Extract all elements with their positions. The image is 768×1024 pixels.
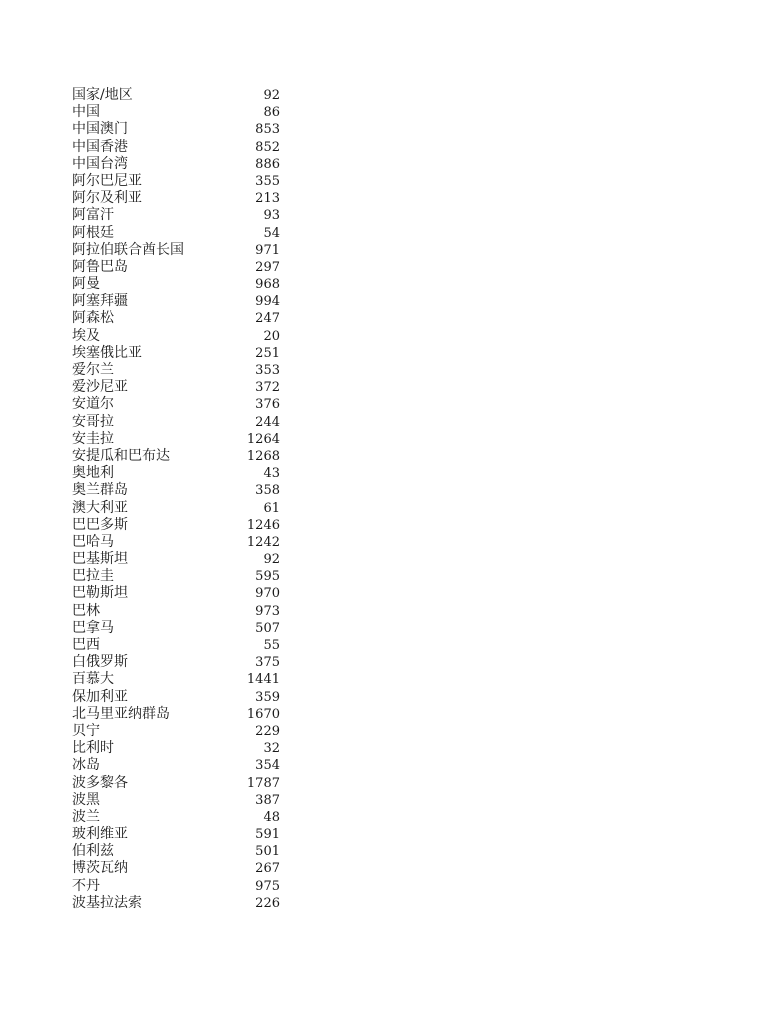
country-name: 巴巴多斯 [72, 516, 128, 533]
dial-code: 886 [255, 156, 280, 172]
dial-code: 355 [255, 173, 280, 189]
dial-code: 86 [263, 105, 280, 121]
table-row [72, 414, 282, 431]
dial-code: 1264 [246, 431, 280, 447]
dial-code: 43 [263, 466, 280, 482]
dial-code: 93 [263, 208, 280, 224]
dial-code: 591 [255, 827, 280, 843]
dial-code: 1787 [246, 775, 280, 791]
table-row [72, 465, 282, 482]
dial-code: 1242 [246, 534, 280, 550]
dial-code: 970 [255, 586, 280, 602]
table-row [72, 431, 282, 448]
table-row [72, 568, 282, 585]
dial-code: 297 [255, 259, 280, 275]
header-country: 国家/地区 [72, 87, 133, 103]
table-row [72, 259, 282, 276]
country-name: 阿曼 [72, 276, 100, 293]
country-name: 巴哈马 [72, 533, 114, 550]
dial-code: 975 [255, 878, 280, 894]
table-body [72, 104, 282, 912]
table-row [72, 139, 282, 156]
country-name: 波黑 [72, 791, 100, 808]
table-row [72, 809, 282, 826]
table-row [72, 293, 282, 310]
table-row [72, 878, 282, 895]
dial-code: 353 [255, 363, 280, 378]
table-row [72, 637, 282, 654]
country-name: 博茨瓦纳 [72, 860, 128, 877]
table-row [72, 328, 282, 345]
table-row [72, 156, 282, 173]
country-name: 安提瓜和巴布达 [72, 447, 170, 464]
dial-code: 61 [263, 500, 280, 516]
dial-code: 359 [255, 689, 280, 705]
country-name: 安圭拉 [72, 430, 114, 447]
country-name: 阿塞拜疆 [72, 293, 128, 310]
dial-code: 387 [255, 792, 280, 808]
table-row [72, 585, 282, 602]
dial-code: 971 [255, 242, 280, 258]
table-row [72, 671, 282, 688]
dial-code: 251 [255, 345, 280, 361]
dial-code: 358 [255, 483, 280, 499]
country-name: 安哥拉 [72, 413, 114, 430]
country-name: 百慕大 [72, 671, 114, 688]
table-row [72, 242, 282, 259]
table-row [72, 448, 282, 465]
table-row [72, 276, 282, 293]
table-header-row [72, 87, 282, 104]
dial-code: 852 [255, 139, 280, 155]
country-name: 中国 [72, 104, 100, 121]
table-row [72, 379, 282, 396]
country-name: 冰岛 [72, 757, 100, 774]
dial-code: 1268 [246, 448, 280, 464]
country-code-table [72, 87, 282, 912]
country-name: 阿尔及利亚 [72, 190, 142, 207]
country-name: 中国台湾 [72, 155, 128, 172]
dial-code: 1246 [246, 517, 280, 533]
country-name: 比利时 [72, 740, 114, 757]
table-row [72, 190, 282, 207]
table-row [72, 345, 282, 362]
country-name: 伯利兹 [72, 843, 114, 860]
table-row [72, 860, 282, 877]
table-row [72, 500, 282, 517]
dial-code: 501 [255, 844, 280, 860]
dial-code: 55 [263, 638, 280, 653]
country-name: 爱尔兰 [72, 362, 114, 378]
country-name: 巴勒斯坦 [72, 585, 128, 602]
country-name: 波基拉法索 [72, 894, 142, 911]
dial-code: 354 [255, 758, 280, 774]
dial-code: 244 [255, 414, 280, 430]
dial-code: 20 [263, 328, 280, 344]
table-row [72, 740, 282, 757]
country-name: 巴林 [72, 602, 100, 619]
country-name: 巴西 [72, 637, 100, 653]
dial-code: 973 [255, 603, 280, 619]
table-row [72, 620, 282, 637]
country-name: 北马里亚纳群岛 [72, 705, 170, 722]
dial-code: 994 [255, 294, 280, 310]
country-name: 阿尔巴尼亚 [72, 172, 142, 189]
table-row [72, 654, 282, 671]
country-name: 阿森松 [72, 310, 114, 327]
dial-code: 267 [255, 861, 280, 877]
table-row [72, 362, 282, 379]
country-name: 巴拿马 [72, 619, 114, 636]
country-name: 不丹 [72, 877, 100, 894]
country-name: 埃及 [72, 327, 100, 344]
dial-code: 376 [255, 397, 280, 413]
table-row [72, 121, 282, 138]
table-row [72, 723, 282, 740]
country-name: 安道尔 [72, 396, 114, 413]
dial-code: 247 [255, 311, 280, 327]
table-row [72, 207, 282, 224]
table-row [72, 603, 282, 620]
dial-code: 595 [255, 569, 280, 585]
dial-code: 1441 [246, 672, 280, 688]
table-row [72, 225, 282, 242]
table-row [72, 775, 282, 792]
table-row [72, 396, 282, 413]
dial-code: 372 [255, 380, 280, 396]
table-row [72, 534, 282, 551]
table-row [72, 895, 282, 912]
table-row [72, 104, 282, 121]
dial-code: 507 [255, 620, 280, 636]
table-row [72, 826, 282, 843]
country-name: 中国澳门 [72, 121, 128, 138]
country-name: 玻利维亚 [72, 826, 128, 843]
country-name: 澳大利亚 [72, 499, 128, 516]
country-name: 阿拉伯联合酋长国 [72, 241, 184, 258]
table-row [72, 517, 282, 534]
country-name: 白俄罗斯 [72, 654, 128, 671]
country-name: 阿鲁巴岛 [72, 258, 128, 275]
country-name: 奥兰群岛 [72, 482, 128, 499]
dial-code: 92 [263, 552, 280, 568]
table-row [72, 757, 282, 774]
table-row [72, 792, 282, 809]
country-name: 保加利亚 [72, 688, 128, 705]
dial-code: 213 [255, 191, 280, 207]
dial-code: 853 [255, 122, 280, 138]
dial-code: 32 [263, 741, 280, 757]
country-name: 巴基斯坦 [72, 551, 128, 568]
dial-code: 226 [255, 895, 280, 911]
country-name: 波多黎各 [72, 774, 128, 791]
table-row [72, 482, 282, 499]
country-name: 爱沙尼亚 [72, 379, 128, 396]
table-row [72, 689, 282, 706]
table-row [72, 551, 282, 568]
country-name: 中国香港 [72, 138, 128, 155]
table-row [72, 843, 282, 860]
dial-code: 54 [263, 225, 280, 241]
table-row [72, 173, 282, 190]
dial-code: 48 [263, 809, 280, 825]
header-code: 92 [263, 88, 280, 103]
dial-code: 375 [255, 655, 280, 671]
country-name: 阿根廷 [72, 224, 114, 241]
country-name: 贝宁 [72, 722, 100, 739]
table-row [72, 706, 282, 723]
country-name: 波兰 [72, 808, 100, 825]
country-name: 奥地利 [72, 465, 114, 482]
country-name: 巴拉圭 [72, 568, 114, 585]
country-name: 埃塞俄比亚 [72, 344, 142, 361]
dial-code: 1670 [246, 706, 280, 722]
table-row [72, 310, 282, 327]
dial-code: 968 [255, 277, 280, 293]
country-name: 阿富汗 [72, 207, 114, 224]
dial-code: 229 [255, 723, 280, 739]
